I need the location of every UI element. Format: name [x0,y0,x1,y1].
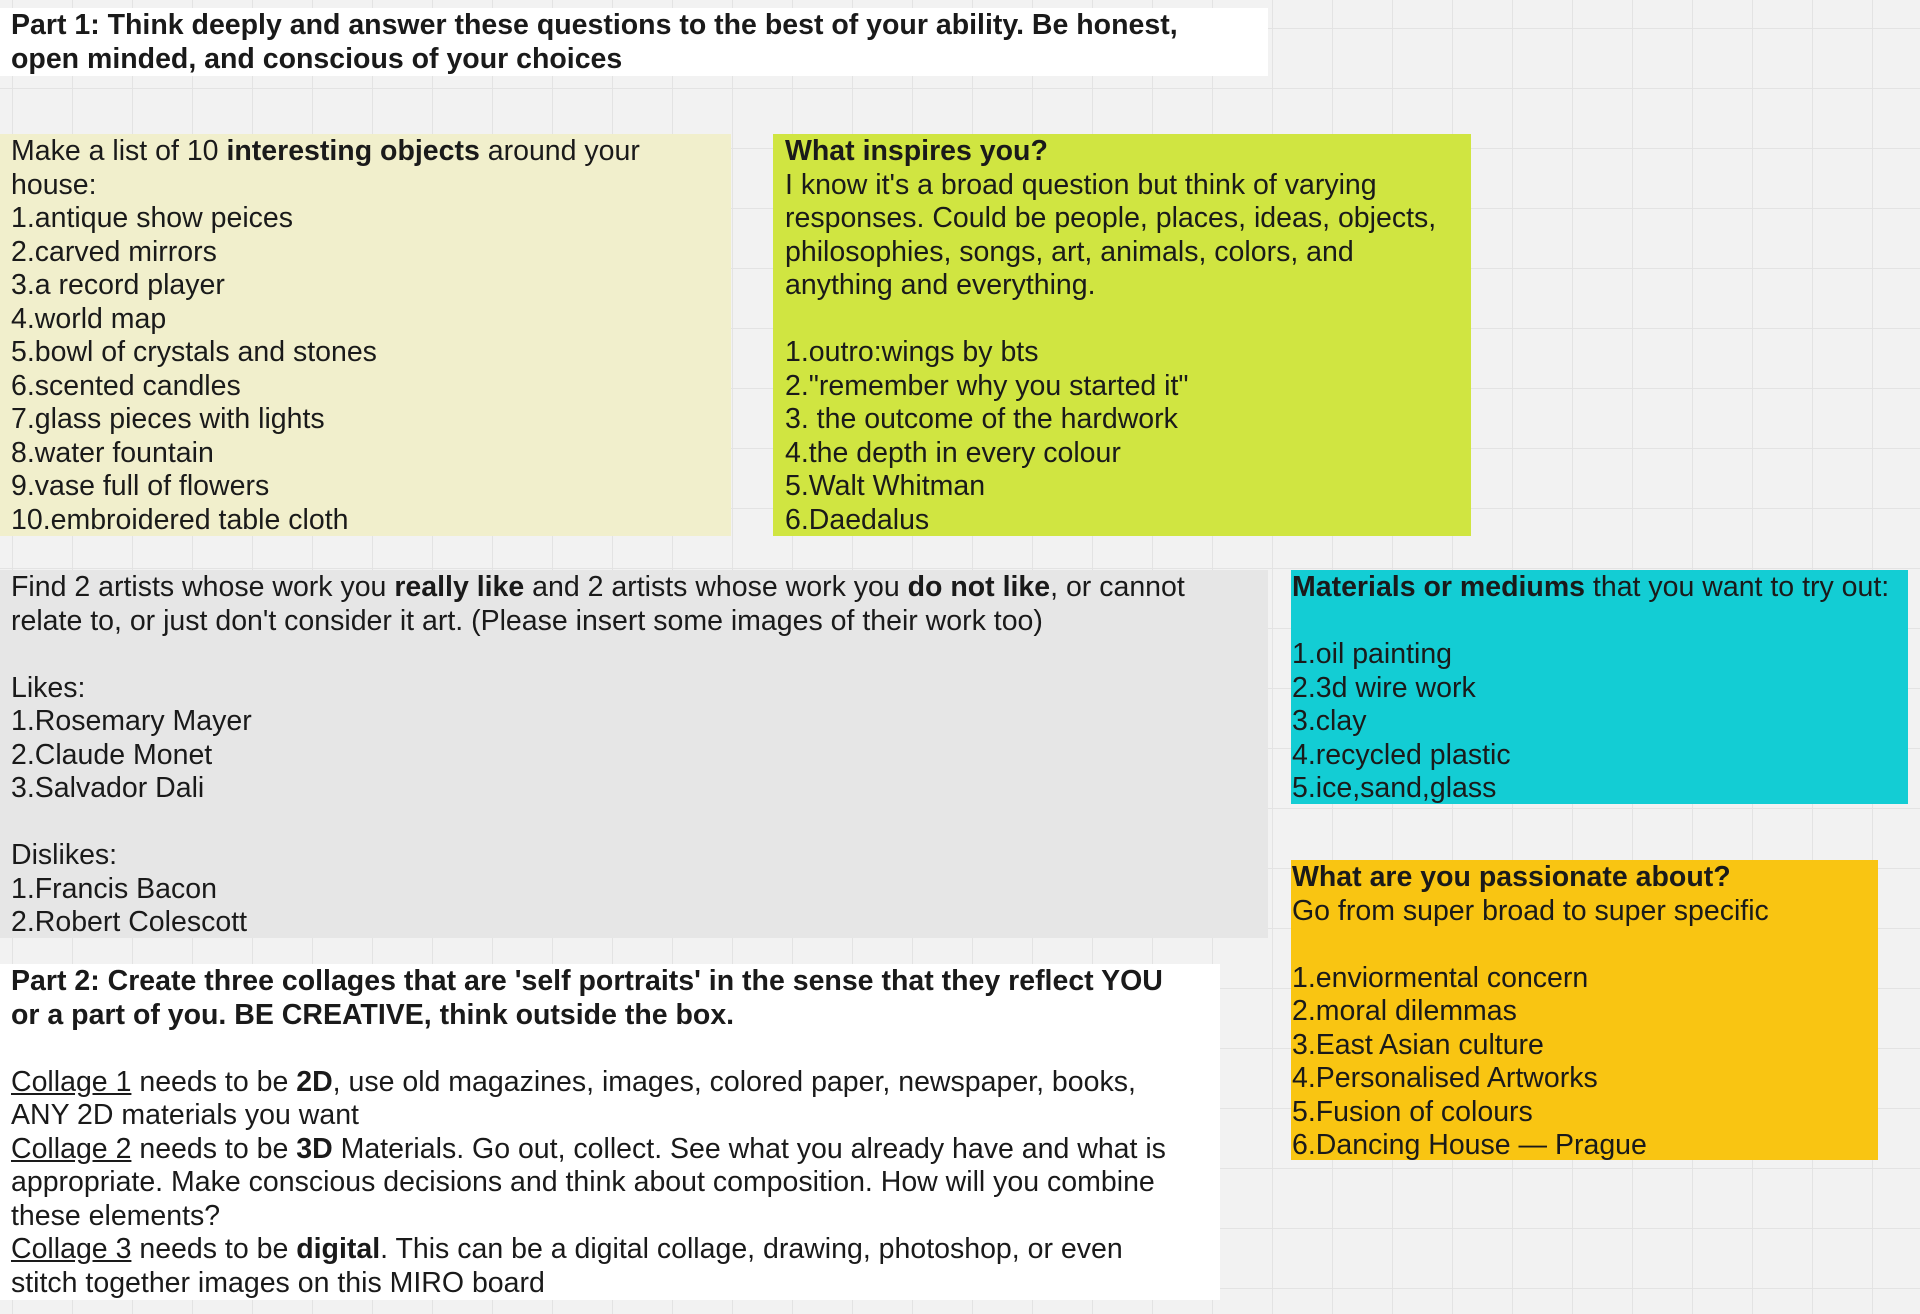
objects-item: 8.water fountain [11,436,214,469]
passion-item: 2.moral dilemmas [1292,995,1517,1027]
spacer [785,303,1471,337]
passion-heading: What are you passionate about? [1292,861,1731,893]
part2-title-line2: or a part of you. BE CREATIVE, think outside the box. [11,998,735,1031]
part1-title-line1: Part 1: Think deeply and answer these questions to the best of your ability. Be honest, [11,9,1178,41]
collage2-line2: appropriate. Make conscious decisions and think about composition. How will you combine [11,1166,1155,1198]
spacer [1292,605,1908,639]
likes-item: 1.Rosemary Mayer [11,705,252,737]
inspires-desc-line: philosophies, songs, art, animals, colors, and [785,235,1354,268]
objects-item: 10.embroidered table cloth [11,503,349,536]
materials-item: 5.ice,sand,glass [1292,772,1497,804]
objects-item: 3.a record player [11,269,225,301]
inspires-desc-line: responses. Could be people, places, ideas, objects, [785,202,1437,234]
passion-item: 5.Fusion of colours [1292,1095,1533,1128]
objects-item: 7.glass pieces with lights [11,403,325,435]
part2-title-line1: Part 2: Create three collages that are 'self portraits' in the sense that they reflect YOU [11,965,1163,997]
materials-item: 3.clay [1292,705,1367,737]
inspires-item: 6.Daedalus [785,503,930,536]
likes-label: Likes: [11,671,86,704]
collage1-line1: Collage 1 needs to be 2D, use old magazines, images, colored paper, newspaper, books, [11,1065,1136,1098]
likes-item: 2.Claude Monet [11,738,213,771]
spacer [11,638,1268,672]
objects-item: 1.antique show peices [11,202,294,234]
inspires-item: 4.the depth in every colour [785,436,1121,469]
artists-prompt-line2: relate to, or just don't consider it art. (Please insert some images of their work too) [11,604,1043,637]
spacer [11,806,1268,840]
inspires-sticky-note[interactable] [773,134,1471,536]
passion-subheading: Go from super broad to super specific [1292,894,1769,927]
passion-item: 6.Dancing House — Prague [1292,1129,1647,1161]
dislikes-item: 2.Robert Colescott [11,906,248,938]
passion-item: 1.enviormental concern [1292,961,1589,994]
dislikes-label: Dislikes: [11,839,118,871]
part1-title-line2: open minded, and conscious of your choices [11,42,623,75]
objects-intro-line2: house: [11,168,97,201]
part1-title-card[interactable] [0,8,1268,76]
collage3-line1: Collage 3 needs to be digital. This can be a digital collage, drawing, photoshop, or even [11,1233,1123,1265]
inspires-heading: What inspires you? [785,135,1048,167]
collage3-line2: stitch together images on this MIRO board [11,1266,545,1299]
passion-sticky-note[interactable] [1291,860,1878,1160]
materials-item: 2.3d wire work [1292,671,1476,704]
objects-intro: Make a list of 10 interesting objects around your [11,135,640,167]
likes-item: 3.Salvador Dali [11,772,205,804]
collage2-line1: Collage 2 needs to be 3D Materials. Go out, collect. See what you already have and what is [11,1132,1166,1165]
part2-card[interactable] [0,964,1220,1300]
objects-item: 4.world map [11,302,167,335]
spacer [11,1032,1220,1066]
dislikes-item: 1.Francis Bacon [11,872,217,905]
inspires-item: 1.outro:wings by bts [785,336,1039,368]
objects-item: 9.vase full of flowers [11,470,270,502]
inspires-desc-line: anything and everything. [785,269,1096,301]
collage2-line3: these elements? [11,1199,221,1232]
collage1-line2: ANY 2D materials you want [11,1099,359,1131]
inspires-item: 5.Walt Whitman [785,470,986,502]
objects-item: 5.bowl of crystals and stones [11,336,377,368]
passion-item: 4.Personalised Artworks [1292,1062,1598,1094]
inspires-desc-line: I know it's a broad question but think of varying [785,168,1377,201]
objects-item: 6.scented candles [11,369,241,402]
artists-sticky-note[interactable] [0,570,1268,938]
materials-heading: Materials or mediums that you want to try out: [1292,571,1890,603]
objects-sticky-note[interactable] [0,134,731,536]
inspires-item: 2."remember why you started it" [785,369,1189,402]
passion-item: 3.East Asian culture [1292,1028,1544,1061]
spacer [1292,928,1878,962]
materials-sticky-note[interactable] [1291,570,1908,804]
materials-item: 4.recycled plastic [1292,738,1511,771]
objects-item: 2.carved mirrors [11,235,217,268]
artists-prompt-line1: Find 2 artists whose work you really like and 2 artists whose work you do not like, or cannot [11,571,1185,603]
materials-item: 1.oil painting [1292,638,1453,670]
inspires-item: 3. the outcome of the hardwork [785,403,1178,435]
